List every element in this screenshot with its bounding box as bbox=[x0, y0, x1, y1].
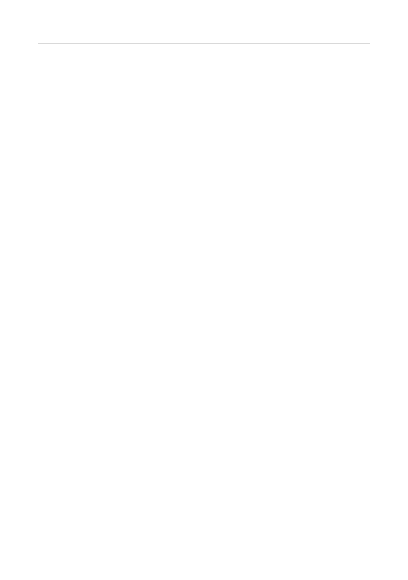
header-divider bbox=[38, 43, 370, 44]
footer bbox=[0, 538, 408, 549]
